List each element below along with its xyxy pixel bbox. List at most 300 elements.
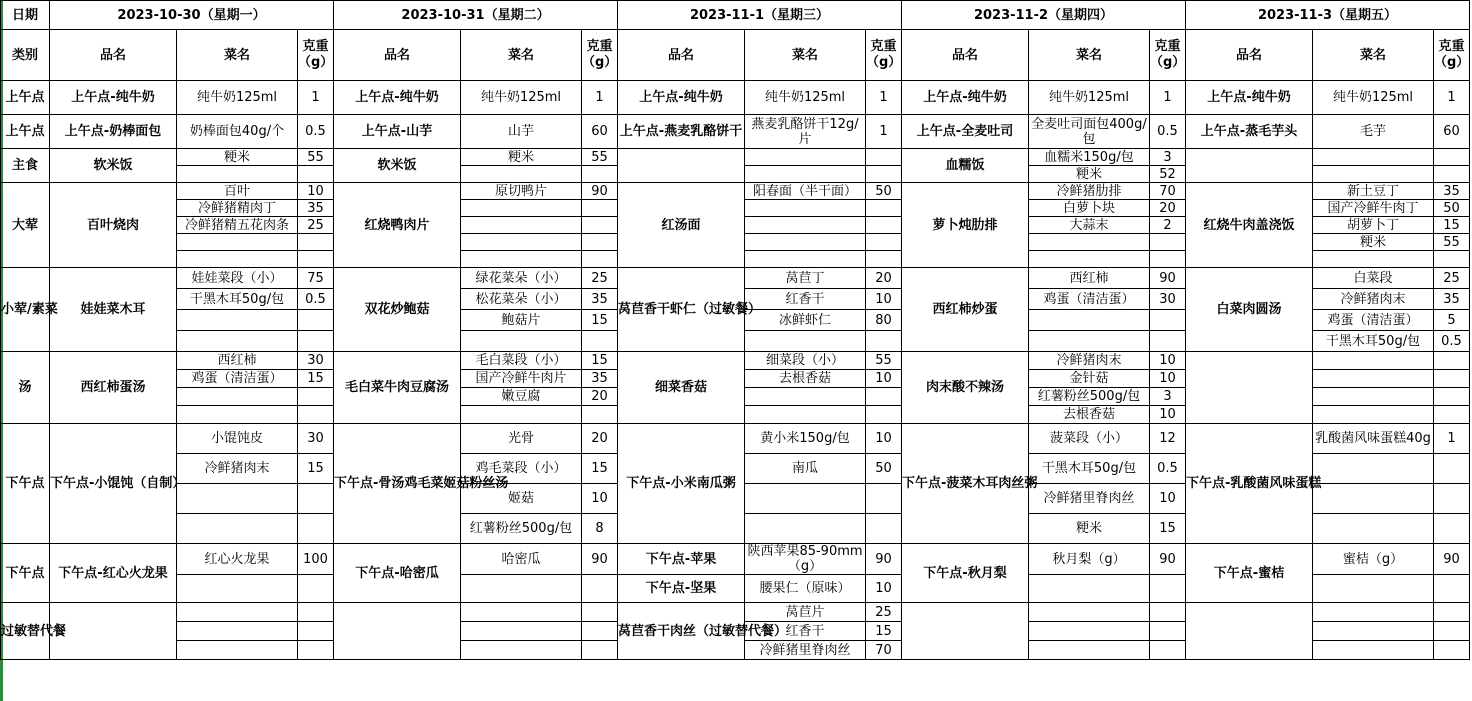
dish-name: 毛白菜牛肉豆腐汤 <box>334 352 461 424</box>
dish-name: 上午点-纯牛奶 <box>50 81 177 115</box>
dish-name: 下午点-秋月梨 <box>902 544 1029 603</box>
weight-cell <box>1434 370 1470 388</box>
weight-cell <box>582 166 618 183</box>
weight-cell: 0.5 <box>1434 331 1470 352</box>
ingredient-cell: 白萝卜块 <box>1029 200 1150 217</box>
ingredient-cell <box>461 234 582 251</box>
dish-name: 下午点-红心火龙果 <box>50 544 177 603</box>
weight-col-header: 克重（g） <box>866 30 902 81</box>
ingredient-cell: 奶棒面包40g/个 <box>177 115 298 149</box>
weight-cell <box>582 331 618 352</box>
ingredient-cell <box>177 251 298 268</box>
category-cell: 大荤 <box>1 183 50 268</box>
ingredient-cell: 鸡蛋（清洁蛋） <box>1313 310 1434 331</box>
category-cell: 主食 <box>1 149 50 183</box>
ingredient-cell: 黄小米150g/包 <box>745 424 866 454</box>
ingredient-cell: 干黑木耳50g/包 <box>1313 331 1434 352</box>
dish-name <box>1186 603 1313 660</box>
dish-name: 白菜肉圆汤 <box>1186 268 1313 352</box>
ingredient-cell: 纯牛奶125ml <box>1313 81 1434 115</box>
dish-name: 软米饭 <box>50 149 177 183</box>
ingredient-cell: 燕麦乳酪饼干12g/片 <box>745 115 866 149</box>
category-cell: 下午点 <box>1 424 50 544</box>
ingredient-cell <box>177 641 298 660</box>
weight-cell: 35 <box>582 289 618 310</box>
ingredient-cell: 腰果仁（原味） <box>745 575 866 603</box>
ingredient-cell: 金针菇 <box>1029 370 1150 388</box>
dish-col-header: 品名 <box>618 30 745 81</box>
weight-col-header: 克重（g） <box>1434 30 1470 81</box>
weight-cell: 60 <box>1434 115 1470 149</box>
ingredient-cell: 干黑木耳50g/包 <box>177 289 298 310</box>
weight-cell: 52 <box>1150 166 1186 183</box>
ingredient-cell: 红薯粉丝500g/包 <box>461 514 582 544</box>
weight-cell: 90 <box>582 544 618 575</box>
ingredient-cell: 鸡蛋（清洁蛋） <box>177 370 298 388</box>
weight-cell: 10 <box>1150 352 1186 370</box>
ingredient-cell <box>177 575 298 603</box>
weight-cell: 10 <box>866 289 902 310</box>
ingredient-cell: 陕西苹果85-90mm（g） <box>745 544 866 575</box>
ingredient-cell <box>177 622 298 641</box>
ingredient-cell <box>745 388 866 406</box>
dish-col-header: 品名 <box>334 30 461 81</box>
weight-cell: 25 <box>298 217 334 234</box>
ingredient-cell: 白菜段 <box>1313 268 1434 289</box>
dish-name: 细菜香菇 <box>618 352 745 424</box>
weight-cell: 1 <box>866 81 902 115</box>
dish-name <box>1186 352 1313 424</box>
weight-cell <box>1434 149 1470 166</box>
weight-cell <box>582 234 618 251</box>
weight-cell: 0.5 <box>1150 115 1186 149</box>
category-label: 类别 <box>1 30 50 81</box>
weight-cell: 10 <box>866 370 902 388</box>
dish-name: 莴苣香干虾仁（过敏餐） <box>618 268 745 352</box>
ingredient-cell <box>1313 166 1434 183</box>
dish-name: 上午点-纯牛奶 <box>334 81 461 115</box>
ingredient-cell <box>177 514 298 544</box>
ingredient-cell: 冷鲜猪肋排 <box>1029 183 1150 200</box>
ingredient-cell <box>1313 454 1434 484</box>
ingredient-cell: 红薯粉丝500g/包 <box>1029 388 1150 406</box>
ingredient-cell <box>1313 575 1434 603</box>
date-header: 2023-11-2（星期四） <box>902 1 1186 30</box>
ingredient-cell: 小馄饨皮 <box>177 424 298 454</box>
ingredient-cell: 毛白菜段（小） <box>461 352 582 370</box>
weight-cell <box>582 622 618 641</box>
weight-cell: 10 <box>1150 484 1186 514</box>
ingredient-cell <box>177 406 298 424</box>
ingredient-cell <box>745 217 866 234</box>
weight-cell: 2 <box>1150 217 1186 234</box>
ingredient-cell <box>177 603 298 622</box>
ingredient-cell: 红香干 <box>745 289 866 310</box>
ingredient-cell <box>745 514 866 544</box>
ingredient-cell: 西红柿 <box>1029 268 1150 289</box>
dish-name: 下午点-苹果 <box>618 544 745 575</box>
ingredient-cell: 冷鲜猪肉末 <box>1029 352 1150 370</box>
weight-cell: 20 <box>1150 200 1186 217</box>
weight-cell: 1 <box>1434 81 1470 115</box>
ingredient-col-header: 菜名 <box>177 30 298 81</box>
weight-col-header: 克重（g） <box>582 30 618 81</box>
weight-cell: 90 <box>1150 268 1186 289</box>
ingredient-cell: 纯牛奶125ml <box>1029 81 1150 115</box>
weight-cell <box>298 234 334 251</box>
weight-cell: 1 <box>582 81 618 115</box>
weight-cell: 1 <box>866 115 902 149</box>
ingredient-cell <box>745 406 866 424</box>
ingredient-cell: 纯牛奶125ml <box>177 81 298 115</box>
dish-name <box>1186 149 1313 183</box>
dish-name: 下午点-乳酸菌风味蛋糕 <box>1186 424 1313 544</box>
weight-cell: 35 <box>1434 289 1470 310</box>
dish-name: 上午点-蒸毛芋头 <box>1186 115 1313 149</box>
category-cell: 上午点 <box>1 115 50 149</box>
dish-name: 上午点-纯牛奶 <box>902 81 1029 115</box>
ingredient-cell <box>1313 388 1434 406</box>
ingredient-cell: 国产冷鲜牛肉片 <box>461 370 582 388</box>
weight-cell: 10 <box>298 183 334 200</box>
weight-cell: 35 <box>298 200 334 217</box>
ingredient-cell: 光骨 <box>461 424 582 454</box>
ingredient-cell <box>1313 622 1434 641</box>
weight-cell: 15 <box>582 310 618 331</box>
ingredient-cell <box>1313 370 1434 388</box>
ingredient-cell <box>177 234 298 251</box>
ingredient-cell <box>1313 251 1434 268</box>
ingredient-cell: 全麦吐司面包400g/包 <box>1029 115 1150 149</box>
weight-cell: 1 <box>298 81 334 115</box>
dish-name: 下午点-小馄饨（自制） <box>50 424 177 544</box>
category-cell: 下午点 <box>1 544 50 603</box>
dish-name: 血糯饭 <box>902 149 1029 183</box>
ingredient-cell <box>1313 406 1434 424</box>
ingredient-cell: 血糯米150g/包 <box>1029 149 1150 166</box>
weight-cell <box>298 514 334 544</box>
weight-cell: 20 <box>582 424 618 454</box>
ingredient-cell: 秋月梨（g） <box>1029 544 1150 575</box>
weight-cell: 25 <box>1434 268 1470 289</box>
weight-col-header: 克重（g） <box>298 30 334 81</box>
weight-cell: 10 <box>582 484 618 514</box>
ingredient-cell <box>1313 603 1434 622</box>
weight-cell <box>866 388 902 406</box>
ingredient-cell <box>1029 603 1150 622</box>
weight-cell: 30 <box>1150 289 1186 310</box>
weight-cell: 55 <box>298 149 334 166</box>
weight-cell: 100 <box>298 544 334 575</box>
ingredient-cell: 干黑木耳50g/包 <box>1029 454 1150 484</box>
weight-cell <box>1150 310 1186 331</box>
date-header: 2023-10-30（星期一） <box>50 1 334 30</box>
weight-cell: 90 <box>866 544 902 575</box>
dish-name: 上午点-山芋 <box>334 115 461 149</box>
weight-cell: 50 <box>866 454 902 484</box>
weight-cell <box>866 149 902 166</box>
weight-cell <box>866 514 902 544</box>
ingredient-cell: 原切鸭片 <box>461 183 582 200</box>
ingredient-cell: 南瓜 <box>745 454 866 484</box>
dish-name: 下午点-蜜桔 <box>1186 544 1313 603</box>
dish-name: 软米饭 <box>334 149 461 183</box>
ingredient-cell <box>461 251 582 268</box>
weight-cell: 55 <box>1434 234 1470 251</box>
weight-cell <box>1150 575 1186 603</box>
dish-name <box>902 603 1029 660</box>
dish-name: 红烧鸭肉片 <box>334 183 461 268</box>
dish-name: 上午点-奶棒面包 <box>50 115 177 149</box>
category-cell: 过敏替代餐 <box>1 603 50 660</box>
dish-col-header: 品名 <box>50 30 177 81</box>
weight-cell: 3 <box>1150 388 1186 406</box>
dish-name: 上午点-纯牛奶 <box>618 81 745 115</box>
ingredient-cell: 胡萝卜丁 <box>1313 217 1434 234</box>
ingredient-cell: 冷鲜猪肉末 <box>177 454 298 484</box>
date-header: 2023-11-1（星期三） <box>618 1 902 30</box>
weight-cell <box>1434 641 1470 660</box>
ingredient-cell: 冷鲜猪精五花肉条 <box>177 217 298 234</box>
weight-cell <box>1434 166 1470 183</box>
weight-cell <box>866 251 902 268</box>
ingredient-cell: 细菜段（小） <box>745 352 866 370</box>
dish-name: 上午点-纯牛奶 <box>1186 81 1313 115</box>
ingredient-cell: 菠菜段（小） <box>1029 424 1150 454</box>
ingredient-cell: 粳米 <box>177 149 298 166</box>
ingredient-cell: 冷鲜猪里脊肉丝 <box>745 641 866 660</box>
weight-cell <box>582 641 618 660</box>
dish-name: 红汤面 <box>618 183 745 268</box>
weight-cell <box>866 406 902 424</box>
ingredient-cell <box>461 575 582 603</box>
weight-cell: 3 <box>1150 149 1186 166</box>
ingredient-cell <box>1029 331 1150 352</box>
weight-cell: 10 <box>1150 370 1186 388</box>
weight-cell: 35 <box>582 370 618 388</box>
ingredient-cell <box>461 166 582 183</box>
weight-cell: 90 <box>1434 544 1470 575</box>
category-cell: 汤 <box>1 352 50 424</box>
ingredient-cell: 冷鲜猪精肉丁 <box>177 200 298 217</box>
weight-cell: 80 <box>866 310 902 331</box>
ingredient-cell: 莴苣片 <box>745 603 866 622</box>
ingredient-cell <box>461 603 582 622</box>
weight-cell: 75 <box>298 268 334 289</box>
ingredient-cell: 哈密瓜 <box>461 544 582 575</box>
dish-name <box>334 603 461 660</box>
ingredient-cell: 纯牛奶125ml <box>745 81 866 115</box>
weight-cell: 10 <box>1150 406 1186 424</box>
weight-cell <box>866 331 902 352</box>
weight-cell <box>582 603 618 622</box>
ingredient-cell: 鸡毛菜段（小） <box>461 454 582 484</box>
ingredient-cell: 毛芋 <box>1313 115 1434 149</box>
ingredient-cell <box>1029 641 1150 660</box>
ingredient-cell <box>461 641 582 660</box>
weight-cell <box>298 166 334 183</box>
weight-cell: 50 <box>866 183 902 200</box>
weight-cell <box>1434 388 1470 406</box>
ingredient-cell <box>177 331 298 352</box>
weight-cell: 20 <box>866 268 902 289</box>
weight-cell: 0.5 <box>298 115 334 149</box>
ingredient-cell: 乳酸菌风味蛋糕40g <box>1313 424 1434 454</box>
weight-cell: 35 <box>1434 183 1470 200</box>
ingredient-cell: 冰鲜虾仁 <box>745 310 866 331</box>
ingredient-cell: 粳米 <box>1029 166 1150 183</box>
ingredient-cell: 冷鲜猪里脊肉丝 <box>1029 484 1150 514</box>
ingredient-cell <box>1313 352 1434 370</box>
ingredient-cell <box>745 251 866 268</box>
ingredient-cell: 国产冷鲜牛肉丁 <box>1313 200 1434 217</box>
ingredient-cell: 松花菜朵（小） <box>461 289 582 310</box>
weight-cell <box>582 200 618 217</box>
ingredient-cell <box>745 166 866 183</box>
ingredient-cell: 粳米 <box>1313 234 1434 251</box>
ingredient-cell: 大蒜末 <box>1029 217 1150 234</box>
date-header: 2023-10-31（星期二） <box>334 1 618 30</box>
dish-name: 百叶烧肉 <box>50 183 177 268</box>
dish-name: 西红柿炒蛋 <box>902 268 1029 352</box>
dish-name: 萝卜炖肋排 <box>902 183 1029 268</box>
ingredient-cell <box>461 200 582 217</box>
weight-cell: 70 <box>866 641 902 660</box>
dish-name: 下午点-小米南瓜粥 <box>618 424 745 544</box>
weight-cell: 60 <box>582 115 618 149</box>
weight-cell: 30 <box>298 352 334 370</box>
weight-cell <box>1434 251 1470 268</box>
dish-name: 上午点-全麦吐司 <box>902 115 1029 149</box>
weight-cell <box>1150 234 1186 251</box>
weight-cell: 30 <box>298 424 334 454</box>
ingredient-cell <box>745 149 866 166</box>
dish-name <box>50 603 177 660</box>
weight-cell <box>866 200 902 217</box>
weight-cell <box>1434 352 1470 370</box>
ingredient-cell: 粳米 <box>1029 514 1150 544</box>
dish-col-header: 品名 <box>902 30 1029 81</box>
weight-cell <box>298 388 334 406</box>
dish-name: 娃娃菜木耳 <box>50 268 177 352</box>
ingredient-cell <box>745 234 866 251</box>
weight-cell <box>1150 641 1186 660</box>
ingredient-cell: 去根香菇 <box>1029 406 1150 424</box>
ingredient-cell: 阳春面（半干面） <box>745 183 866 200</box>
weight-cell <box>1434 514 1470 544</box>
weight-cell: 50 <box>1434 200 1470 217</box>
ingredient-col-header: 菜名 <box>745 30 866 81</box>
weight-cell <box>866 234 902 251</box>
weight-cell: 15 <box>298 370 334 388</box>
ingredient-cell <box>1313 641 1434 660</box>
ingredient-cell: 姬菇 <box>461 484 582 514</box>
weight-cell <box>1434 575 1470 603</box>
ingredient-cell <box>177 166 298 183</box>
weight-cell <box>298 310 334 331</box>
weight-cell: 55 <box>582 149 618 166</box>
ingredient-cell: 去根香菇 <box>745 370 866 388</box>
dish-name: 下午点-菠菜木耳肉丝粥 <box>902 424 1029 544</box>
weight-cell <box>1434 622 1470 641</box>
ingredient-cell <box>1313 514 1434 544</box>
ingredient-cell <box>1313 149 1434 166</box>
weight-cell <box>1434 484 1470 514</box>
weight-cell: 0.5 <box>298 289 334 310</box>
ingredient-cell: 纯牛奶125ml <box>461 81 582 115</box>
weight-cell <box>298 406 334 424</box>
category-cell: 小荤/素菜 <box>1 268 50 352</box>
ingredient-cell: 新土豆丁 <box>1313 183 1434 200</box>
ingredient-cell: 百叶 <box>177 183 298 200</box>
weight-cell <box>1434 603 1470 622</box>
weight-cell <box>1434 454 1470 484</box>
weight-cell: 15 <box>1150 514 1186 544</box>
ingredient-cell <box>461 406 582 424</box>
weight-cell: 90 <box>1150 544 1186 575</box>
ingredient-cell <box>1313 484 1434 514</box>
weight-cell <box>1150 251 1186 268</box>
ingredient-cell: 红香干 <box>745 622 866 641</box>
weight-cell <box>298 575 334 603</box>
ingredient-cell <box>745 331 866 352</box>
weight-cell <box>866 217 902 234</box>
dish-name: 下午点-哈密瓜 <box>334 544 461 603</box>
ingredient-cell <box>1029 310 1150 331</box>
dish-name: 西红柿蛋汤 <box>50 352 177 424</box>
weight-cell <box>298 331 334 352</box>
ingredient-cell <box>1029 575 1150 603</box>
weight-cell: 15 <box>582 352 618 370</box>
weight-cell <box>1434 406 1470 424</box>
weight-cell: 20 <box>582 388 618 406</box>
ingredient-cell <box>177 388 298 406</box>
dish-name <box>618 149 745 183</box>
weight-col-header: 克重（g） <box>1150 30 1186 81</box>
weight-cell: 15 <box>866 622 902 641</box>
weight-cell <box>298 603 334 622</box>
ingredient-cell: 西红柿 <box>177 352 298 370</box>
ingredient-cell <box>177 310 298 331</box>
weight-cell <box>1150 603 1186 622</box>
ingredient-cell <box>1029 234 1150 251</box>
ingredient-cell: 娃娃菜段（小） <box>177 268 298 289</box>
weight-cell: 15 <box>298 454 334 484</box>
weight-cell: 15 <box>1434 217 1470 234</box>
dish-col-header: 品名 <box>1186 30 1313 81</box>
weight-cell: 10 <box>866 575 902 603</box>
weight-cell <box>582 251 618 268</box>
ingredient-cell <box>745 484 866 514</box>
ingredient-cell <box>461 622 582 641</box>
ingredient-col-header: 菜名 <box>1313 30 1434 81</box>
ingredient-col-header: 菜名 <box>1029 30 1150 81</box>
ingredient-cell <box>1029 251 1150 268</box>
weight-cell <box>298 484 334 514</box>
weight-cell: 8 <box>582 514 618 544</box>
weight-cell <box>866 166 902 183</box>
date-label: 日期 <box>1 1 50 30</box>
ingredient-cell <box>745 200 866 217</box>
weight-cell <box>1150 331 1186 352</box>
weight-cell <box>582 406 618 424</box>
ingredient-cell <box>461 331 582 352</box>
dish-name: 下午点-骨汤鸡毛菜姬菇粉丝汤 <box>334 424 461 544</box>
weight-cell: 70 <box>1150 183 1186 200</box>
weight-cell <box>866 484 902 514</box>
dish-name: 红烧牛肉盖浇饭 <box>1186 183 1313 268</box>
weight-cell: 12 <box>1150 424 1186 454</box>
